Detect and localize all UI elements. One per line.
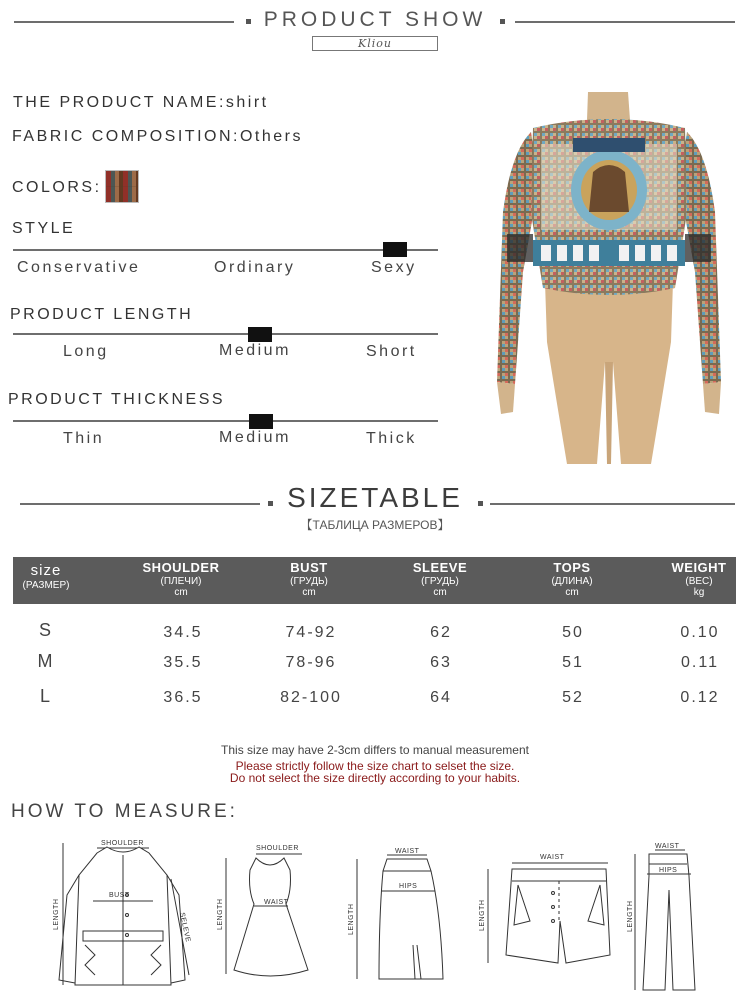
label-skirt-hips: HIPS <box>399 883 418 890</box>
length-selected-marker <box>248 327 272 342</box>
product-name: THE PRODUCT NAME:shirt <box>13 94 269 111</box>
thickness-option-medium: Medium <box>219 429 291 446</box>
measure-figure-pants <box>625 840 725 995</box>
label-pants-hips: HIPS <box>659 867 678 874</box>
size-table-header <box>13 557 736 604</box>
row-s-shoulder: 34.5 <box>163 624 203 641</box>
label-dress-shoulder: SHOULDER <box>256 845 299 852</box>
row-m-size: M <box>37 651 53 671</box>
colors-label: COLORS: <box>12 179 102 196</box>
row-m-bust: 78-96 <box>285 654 337 671</box>
note-follow-chart: Please strictly follow the size chart to selset the size. <box>235 759 515 773</box>
label-skirt-length: LENGTH <box>348 903 355 935</box>
label-bust: BUST <box>109 892 130 899</box>
row-l-shoulder: 36.5 <box>163 689 203 706</box>
length-scale-line <box>13 333 438 335</box>
color-swatch[interactable] <box>105 170 139 203</box>
measure-figure-skirt <box>343 845 453 990</box>
label-shoulder: SHOULDER <box>101 840 144 847</box>
thickness-scale-line <box>13 420 438 422</box>
col-shoulder-sub: (ПЛЕЧИ) <box>160 576 202 587</box>
how-to-measure-title: HOW TO MEASURE: <box>11 801 238 822</box>
col-shoulder-unit: cm <box>174 587 188 598</box>
col-tops-sub: (ДЛИНА) <box>551 576 593 587</box>
sizetable-line-right <box>490 503 735 505</box>
style-title: STYLE <box>12 220 76 237</box>
page-title: PRODUCT SHOW <box>263 8 487 31</box>
measure-figure-shirt <box>45 835 195 995</box>
col-shoulder <box>131 557 231 598</box>
row-l-size: L <box>39 686 50 706</box>
label-dress-length: LENGTH <box>217 898 224 930</box>
col-sleeve-sub: (ГРУДЬ) <box>421 576 459 587</box>
product-photo <box>493 92 725 464</box>
col-tops-title: TOPS <box>553 560 591 575</box>
row-s-sleeve: 62 <box>430 624 452 641</box>
thickness-selected-marker <box>249 414 273 429</box>
note-do-not-select: Do not select the size directly according to your habits. <box>229 771 521 785</box>
brand-label: Kliou <box>312 36 438 51</box>
style-option-sexy: Sexy <box>371 259 417 276</box>
row-l-sleeve: 64 <box>430 689 452 706</box>
row-m-tops: 51 <box>562 654 584 671</box>
header-dot-right <box>500 19 505 24</box>
col-weight-sub: (ВЕС) <box>685 576 713 587</box>
row-l-bust: 82-100 <box>280 689 342 706</box>
label-selleve: SELEVE <box>178 911 192 944</box>
label-length: LENGTH <box>53 898 60 930</box>
col-bust-sub: (ГРУДЬ) <box>290 576 328 587</box>
style-selected-marker <box>383 242 407 257</box>
col-weight-title: WEIGHT <box>671 560 727 575</box>
sizetable-title: SIZETABLE <box>287 482 463 513</box>
label-skirt-waist: WAIST <box>395 848 420 855</box>
length-option-medium: Medium <box>219 342 291 359</box>
header-line-right <box>515 21 735 23</box>
style-option-ordinary: Ordinary <box>214 259 296 276</box>
col-size <box>13 557 79 591</box>
style-option-conservative: Conservative <box>17 259 141 276</box>
row-l-tops: 52 <box>562 689 584 706</box>
col-tops <box>522 557 622 598</box>
label-pants-length: LENGTH <box>627 900 634 932</box>
row-s-weight: 0.10 <box>680 624 720 641</box>
col-bust <box>259 557 359 598</box>
row-m-sleeve: 63 <box>430 654 452 671</box>
note-measurement: This size may have 2-3cm differs to manual measurement <box>221 743 529 757</box>
row-m-shoulder: 35.5 <box>163 654 203 671</box>
row-s-size: S <box>38 620 51 640</box>
col-size-title: size <box>30 562 62 579</box>
sizetable-subtitle: 【ТАБЛИЦА РАЗМЕРОВ】 <box>300 518 450 532</box>
measure-figure-shorts <box>474 845 614 975</box>
row-m-weight: 0.11 <box>681 654 719 671</box>
col-weight <box>649 557 749 598</box>
length-title: PRODUCT LENGTH <box>10 306 194 323</box>
measure-figure-dress <box>212 840 312 990</box>
thickness-option-thick: Thick <box>366 430 417 447</box>
col-tops-unit: cm <box>565 587 579 598</box>
sizetable-dot-right <box>478 501 483 506</box>
col-bust-title: BUST <box>290 560 328 575</box>
thickness-option-thin: Thin <box>63 430 105 447</box>
col-size-sub: (РАЗМЕР) <box>22 580 70 591</box>
label-shorts-waist: WAIST <box>540 854 565 861</box>
label-dress-waist: WAIST <box>264 899 289 906</box>
col-sleeve <box>390 557 490 598</box>
col-sleeve-unit: cm <box>433 587 447 598</box>
col-sleeve-title: SLEEVE <box>412 560 468 575</box>
length-option-short: Short <box>366 343 417 360</box>
length-option-long: Long <box>63 343 109 360</box>
fabric-composition: FABRIC COMPOSITION:Others <box>12 128 303 145</box>
row-s-bust: 74-92 <box>285 624 337 641</box>
row-s-tops: 50 <box>562 624 584 641</box>
col-weight-unit: kg <box>693 587 705 598</box>
thickness-title: PRODUCT THICKNESS <box>8 391 226 408</box>
row-l-weight: 0.12 <box>680 689 720 706</box>
label-shorts-length: LENGTH <box>479 899 486 931</box>
style-scale-line <box>13 249 438 251</box>
label-pants-waist: WAIST <box>655 843 680 850</box>
col-shoulder-title: SHOULDER <box>142 560 220 575</box>
col-bust-unit: cm <box>302 587 316 598</box>
